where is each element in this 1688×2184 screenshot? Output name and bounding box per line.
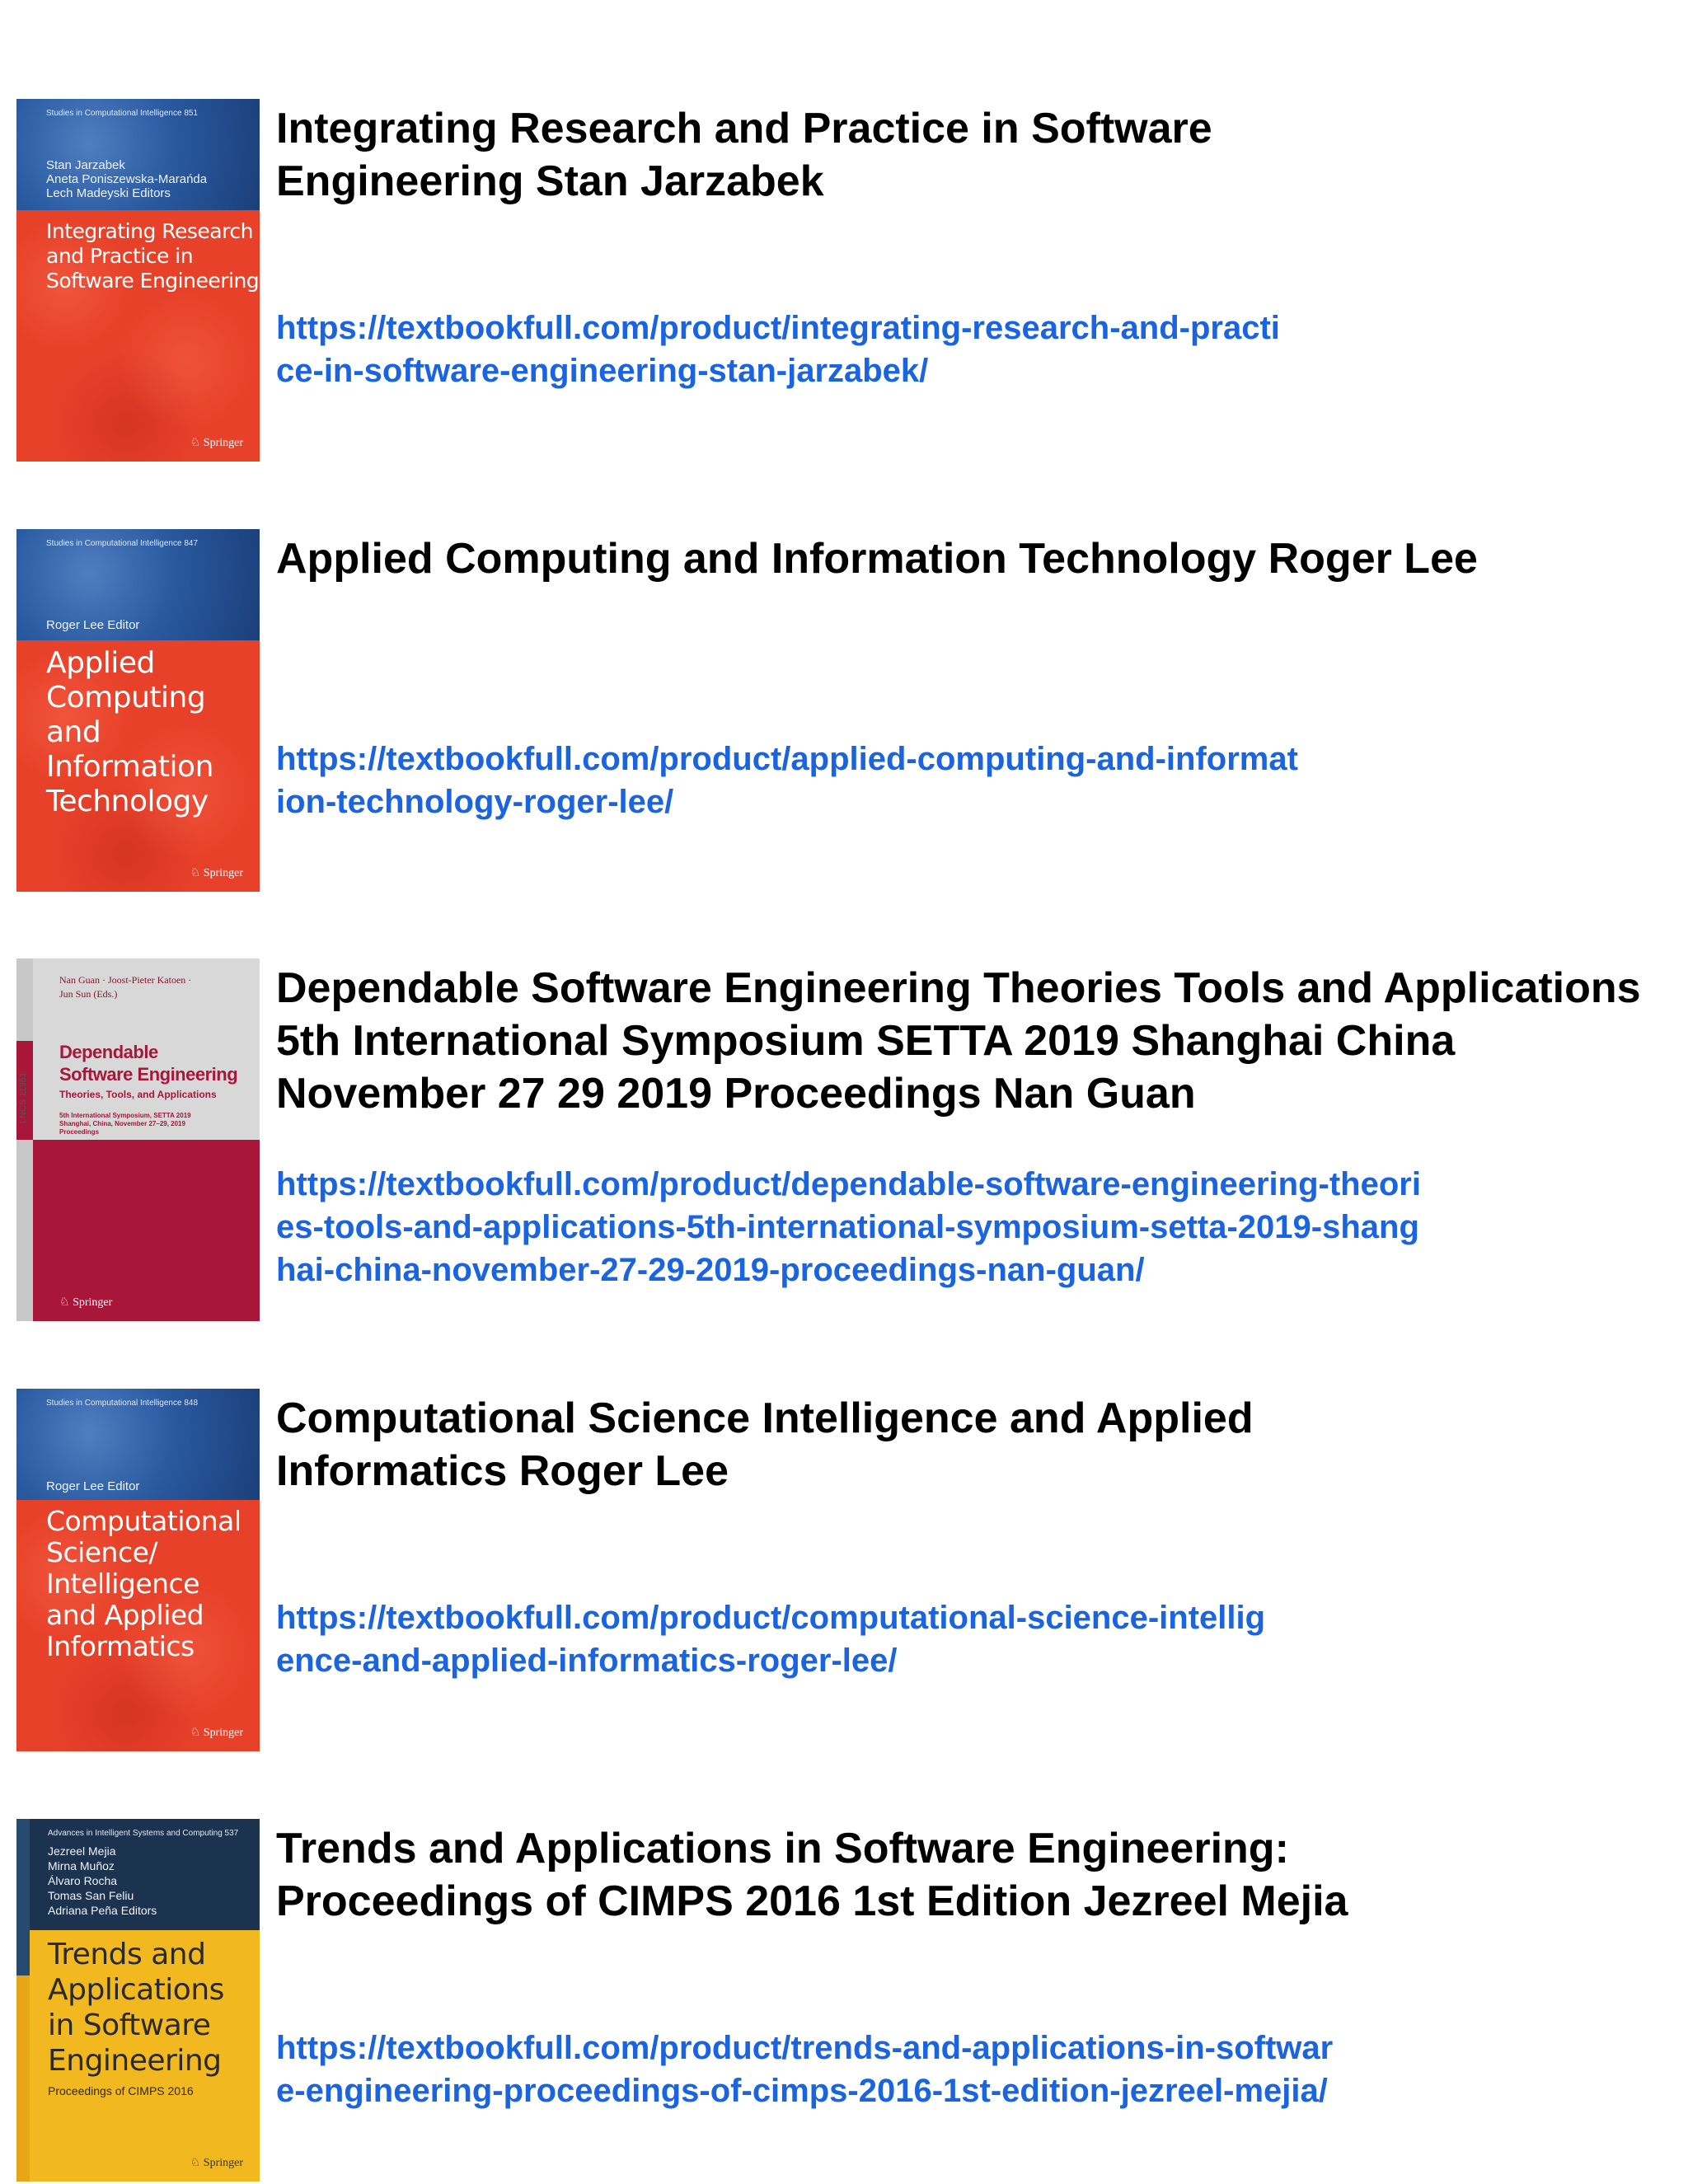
book-info [276, 958, 1644, 1291]
book-link[interactable]: https://textbookfull.com/product/dependable-software-engineering-theories-tools-and-applications-5th-international-symposium-setta-2019-shanghai-china-november-27-29-2019-proceedings-nan-guan/ [276, 1166, 1421, 1288]
cover-title-line: Intelligence [46, 1568, 200, 1600]
book-entry [16, 529, 1648, 892]
cover-title-line: Technology [46, 785, 209, 818]
cover-editors [59, 973, 191, 1001]
cover-title-line: Information [46, 750, 213, 784]
cover-editor: Nan Guan · Joost-Pieter Katoen · [59, 974, 192, 986]
book-cover-image[interactable] [16, 958, 260, 1321]
cover-series: Studies in Computational Intelligence 848 [46, 1399, 199, 1408]
cover-title-line: and Practice in [46, 244, 194, 268]
cover-title-line: Software Engineering [46, 269, 260, 293]
springer-horse-icon: ♘ [190, 437, 201, 449]
publisher-name: Springer [203, 2157, 243, 2169]
cover-subtitle: Proceedings of CIMPS 2016 [48, 2084, 194, 2097]
book-link[interactable]: https://textbookfull.com/product/integrating-research-and-practice-in-software-engineering-stan-jarzabek/ [276, 310, 1280, 389]
cover-series: Studies in Computational Intelligence 847 [46, 539, 199, 548]
cover-title-line: Software Engineering [59, 1064, 238, 1085]
cover-editor: Jun Sun (Eds.) [59, 988, 118, 1000]
cover-editor: Roger Lee Editor [46, 618, 140, 632]
cover-side-strip [16, 958, 33, 1321]
cover-title-line: Science/ [46, 1536, 158, 1568]
cover-title-line: Applications [48, 1973, 224, 2007]
book-cover-image[interactable] [16, 1819, 260, 2182]
cover-series: Advances in Intelligent Systems and Computing 537 [48, 1829, 239, 1838]
cover-details [59, 1112, 191, 1137]
book-info [276, 1819, 1644, 2112]
cover-title [46, 219, 259, 293]
publisher-name: Springer [73, 1296, 113, 1309]
cover-title-line: Engineering [48, 2044, 222, 2078]
book-link[interactable]: https://textbookfull.com/product/trends-and-applications-in-software-engineering-proceedings-of-cimps-2016-1st-edition-jezreel-mejia/ [276, 2030, 1334, 2109]
cover-title [48, 1937, 224, 2079]
cover-editors [46, 1479, 139, 1493]
book-info [276, 99, 1644, 392]
cover-editors [46, 158, 207, 200]
springer-horse-icon: ♘ [59, 1296, 70, 1309]
cover-editor: Aneta Poniszewska-Marańda [46, 172, 208, 186]
cover-title-line: Dependable [59, 1042, 158, 1062]
book-cover-image[interactable] [16, 1389, 260, 1751]
cover-title [46, 1506, 241, 1662]
cover-title-line: Computing and [46, 681, 206, 749]
cover-editor: Tomas San Feliu [48, 1889, 134, 1902]
cover-subtitle: Theories, Tools, and Applications [59, 1089, 217, 1100]
book-entry [16, 1819, 1648, 2182]
publisher-logo [59, 1296, 112, 1310]
cover-series: Studies in Computational Intelligence 851 [46, 109, 199, 118]
cover-editor: Álvaro Rocha [48, 1874, 118, 1887]
cover-detail-line: Shanghai, China, November 27–29, 2019 [59, 1120, 185, 1127]
cover-editor: Mirna Muñoz [48, 1859, 115, 1872]
book-title: Dependable Software Engineering Theories Tools and Applications 5th International Symposium SETTA 2019 Shanghai China November 27 29 2019 Proceedings Nan Guan [276, 964, 1641, 1118]
cover-editor: Roger Lee Editor [46, 1479, 140, 1493]
book-entry [16, 1389, 1648, 1751]
book-cover-image[interactable] [16, 529, 260, 892]
cover-title-line: Applied [46, 646, 155, 680]
publisher-name: Springer [203, 867, 243, 879]
cover-detail-line: Proceedings [59, 1128, 100, 1136]
cover-title-line: Computational [46, 1505, 241, 1537]
book-entry [16, 958, 1648, 1321]
cover-editor: Lech Madeyski Editors [46, 186, 171, 200]
book-title: Applied Computing and Information Technology Roger Lee [276, 535, 1478, 583]
book-title: Computational Science Intelligence and Applied Informatics Roger Lee [276, 1394, 1254, 1495]
cover-title [59, 1041, 237, 1085]
publisher-logo [190, 436, 243, 450]
book-entry [16, 99, 1648, 462]
publisher-logo [190, 866, 243, 880]
cover-detail-line: 5th International Symposium, SETTA 2019 [59, 1112, 191, 1119]
cover-title-line: and Applied [46, 1599, 204, 1631]
book-link[interactable]: https://textbookfull.com/product/applied-computing-and-information-technology-roger-lee/ [276, 741, 1298, 820]
cover-title-line: Informatics [46, 1630, 195, 1662]
publisher-logo [190, 2156, 243, 2170]
springer-horse-icon: ♘ [190, 867, 201, 879]
cover-series: LNCS 11951 [18, 1072, 28, 1124]
springer-horse-icon: ♘ [190, 1727, 201, 1739]
cover-title-line: Trends and [48, 1938, 206, 1971]
cover-editors [46, 618, 139, 632]
book-link[interactable]: https://textbookfull.com/product/computational-science-intelligence-and-applied-informatics-roger-lee/ [276, 1600, 1266, 1679]
cover-editor: Stan Jarzabek [46, 158, 125, 172]
cover-editor: Adriana Peña Editors [48, 1904, 157, 1917]
publisher-name: Springer [203, 437, 243, 449]
cover-left-strip-lower [16, 1975, 30, 2182]
book-info [276, 1389, 1644, 1682]
publisher-name: Springer [203, 1727, 243, 1739]
book-title: Trends and Applications in Software Engineering: Proceedings of CIMPS 2016 1st Edition Jezreel Mejia [276, 1825, 1348, 1925]
cover-bottom-area [33, 1140, 260, 1321]
book-title: Integrating Research and Practice in Software Engineering Stan Jarzabek [276, 105, 1212, 205]
publisher-logo [190, 1726, 243, 1740]
cover-title-line: in Software [48, 2008, 211, 2042]
cover-title-line: Integrating Research [46, 219, 253, 243]
cover-editors [48, 1844, 157, 1918]
book-info [276, 529, 1644, 823]
springer-horse-icon: ♘ [190, 2157, 201, 2169]
cover-editor: Jezreel Mejia [48, 1844, 116, 1858]
cover-title [46, 646, 260, 819]
book-cover-image[interactable] [16, 99, 260, 462]
